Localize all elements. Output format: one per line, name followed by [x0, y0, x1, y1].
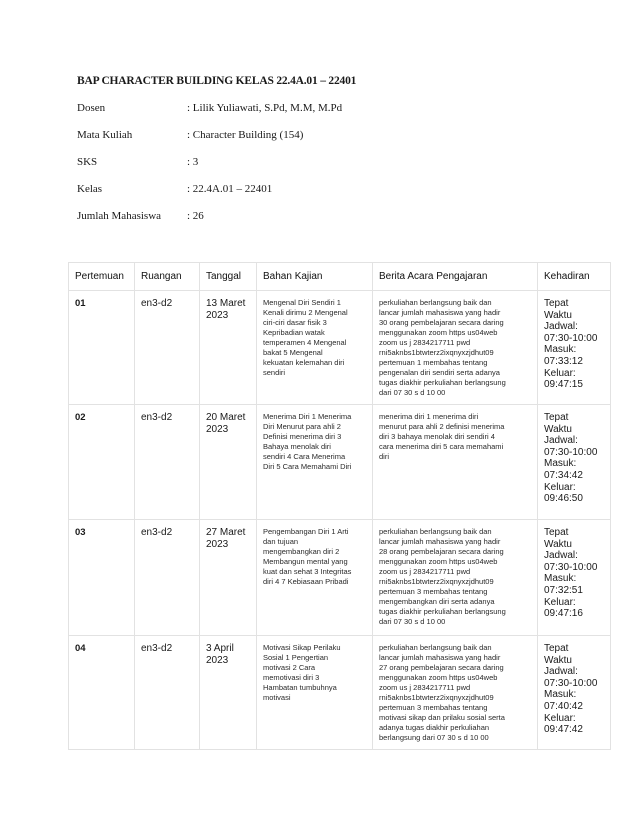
table-row	[69, 405, 611, 520]
cell-berita-acara-line: menurut para ahli 2 definisi menerima	[379, 422, 505, 431]
cell-berita-acara-line: diri 3 bahaya menolak diri sendiri 4	[379, 432, 495, 441]
cell-kehadiran-line: 09:47:16	[544, 608, 583, 620]
cell-kehadiran-line: 09:46:50	[544, 493, 583, 505]
cell-bahan-kajian-line: kuat dan sehat 3 Integritas	[263, 567, 352, 576]
header-ruangan: Ruangan	[135, 263, 200, 291]
cell-bahan-kajian-line: Membangun mental yang	[263, 557, 348, 566]
cell-bahan-kajian-line: motivasi 2 Cara	[263, 663, 316, 672]
cell-bahan-kajian-line: memotivasi diri 3	[263, 673, 320, 682]
cell-tanggal-line: 2023	[206, 310, 229, 321]
cell-berita-acara-line: mengembangkan diri serta adanya	[379, 597, 495, 606]
cell-berita-acara-line: lancar jumlah mahasiswa yang hadir	[379, 653, 501, 662]
cell-bahan-kajian-line: bakat 5 Mengenal	[263, 348, 323, 357]
cell-berita-acara-line: 30 orang pembelajaran secara daring	[379, 318, 504, 327]
cell-berita-acara	[373, 520, 538, 636]
cell-bahan-kajian-line: motivasi	[263, 693, 291, 702]
cell-tanggal-line: 13 Maret	[206, 298, 246, 309]
cell-kehadiran	[538, 636, 611, 750]
cell-kehadiran-line: Waktu	[544, 538, 572, 550]
info-label: Jumlah Mahasiswa	[77, 210, 162, 222]
cell-berita-acara-line: zoom us j 2834217711 pwd	[379, 567, 471, 576]
cell-berita-acara	[373, 405, 538, 520]
cell-berita-acara-line: zoom us j 2834217711 pwd	[379, 338, 471, 347]
cell-kehadiran-line: Masuk:	[544, 344, 577, 356]
cell-kehadiran	[538, 405, 611, 520]
cell-tanggal	[200, 405, 257, 520]
cell-ruangan: en3-d2	[135, 636, 200, 750]
cell-kehadiran-line: Waktu	[544, 654, 572, 666]
cell-bahan-kajian	[257, 636, 373, 750]
cell-kehadiran-line: 07:32:51	[544, 584, 583, 596]
cell-kehadiran-line: 07:30-10:00	[544, 677, 598, 689]
cell-ruangan: en3-d2	[135, 405, 200, 520]
cell-tanggal-line: 2023	[206, 424, 229, 435]
cell-kehadiran-line: 07:30-10:00	[544, 561, 598, 573]
attendance-table	[68, 262, 611, 750]
cell-kehadiran-line: Jadwal:	[544, 550, 578, 562]
cell-bahan-kajian-line: Diri 5 Cara Memahami Diri	[263, 462, 352, 471]
info-value: : 26	[187, 210, 204, 222]
cell-kehadiran-line: 07:40:42	[544, 700, 583, 712]
info-label: Dosen	[77, 102, 106, 114]
cell-berita-acara-line: rni5aknbs1btwterz2ixqnyxzjdhut09	[379, 693, 494, 702]
cell-bahan-kajian-line: Bahaya menolak diri	[263, 442, 331, 451]
cell-kehadiran-line: Tepat	[544, 643, 569, 654]
cell-berita-acara-line: rni5aknbs1btwterz2ixqnyxzjdhut09	[379, 577, 494, 586]
cell-ruangan: en3-d2	[135, 520, 200, 636]
cell-bahan-kajian	[257, 520, 373, 636]
header-kehadiran: Kehadiran	[538, 263, 611, 291]
header-berita-acara: Berita Acara Pengajaran	[373, 263, 538, 291]
cell-bahan-kajian-line: Definisi menerima diri 3	[263, 432, 342, 441]
cell-bahan-kajian-line: dan tujuan	[263, 537, 299, 546]
cell-pertemuan: 04	[69, 636, 135, 750]
cell-kehadiran-line: Jadwal:	[544, 666, 578, 678]
cell-kehadiran-line: Waktu	[544, 309, 572, 321]
cell-kehadiran-line: Masuk:	[544, 458, 577, 470]
cell-berita-acara-line: menerima diri 1 menerima diri	[379, 412, 479, 421]
cell-berita-acara-line: lancar jumlah mahasiswa yang hadir	[379, 537, 501, 546]
info-label: SKS	[77, 156, 98, 168]
cell-berita-acara-line: pertemuan 3 membahas tentang	[379, 703, 488, 712]
cell-bahan-kajian-line: temperamen 4 Mengenal	[263, 338, 347, 347]
cell-kehadiran-line: 07:30-10:00	[544, 332, 598, 344]
cell-berita-acara-line: menggunakan zoom https us04web	[379, 328, 498, 337]
cell-berita-acara-line: dari 07 30 s d 10 00	[379, 388, 446, 397]
cell-bahan-kajian-line: diri 4 7 Kebiasaan Pribadi	[263, 577, 349, 586]
cell-kehadiran-line: Waktu	[544, 423, 572, 435]
document-title: BAP CHARACTER BUILDING KELAS 22.4A.01 – 22401	[77, 75, 357, 87]
cell-kehadiran-line: Tepat	[544, 298, 569, 309]
cell-berita-acara	[373, 291, 538, 405]
header-tanggal: Tanggal	[200, 263, 257, 291]
cell-bahan-kajian-line: Hambatan tumbuhnya	[263, 683, 337, 692]
cell-berita-acara-line: diri	[379, 452, 390, 461]
cell-ruangan: en3-d2	[135, 291, 200, 405]
cell-berita-acara-line: perkuliahan berlangsung baik dan	[379, 527, 492, 536]
cell-berita-acara-line: pengenalan diri sendiri serta adanya	[379, 368, 500, 377]
cell-berita-acara-line: pertemuan 1 membahas tentang	[379, 358, 488, 367]
cell-kehadiran-line: 09:47:15	[544, 379, 583, 391]
cell-bahan-kajian-line: Diri Menurut para ahli 2	[263, 422, 341, 431]
cell-tanggal	[200, 636, 257, 750]
cell-tanggal-line: 2023	[206, 655, 229, 666]
cell-kehadiran-line: Keluar:	[544, 712, 576, 724]
cell-kehadiran-line: Masuk:	[544, 689, 577, 701]
cell-berita-acara-line: menggunakan zoom https us04web	[379, 673, 498, 682]
cell-kehadiran-line: 07:34:42	[544, 469, 583, 481]
cell-bahan-kajian-line: Pengembangan Diri 1 Arti	[263, 527, 349, 536]
cell-tanggal-line: 3 April	[206, 643, 234, 654]
header-pertemuan: Pertemuan	[69, 263, 135, 291]
cell-bahan-kajian-line: Kepribadian watak	[263, 328, 325, 337]
cell-berita-acara-line: lancar jumlah mahasiswa yang hadir	[379, 308, 501, 317]
cell-bahan-kajian-line: Mengenal Diri Sendiri 1	[263, 298, 341, 307]
cell-berita-acara	[373, 636, 538, 750]
cell-bahan-kajian-line: mengembangkan diri 2	[263, 547, 340, 556]
cell-berita-acara-line: zoom us j 2834217711 pwd	[379, 683, 471, 692]
cell-kehadiran-line: 07:30-10:00	[544, 446, 598, 458]
cell-tanggal-line: 20 Maret	[206, 412, 246, 423]
cell-berita-acara-line: perkuliahan berlangsung baik dan	[379, 298, 492, 307]
cell-berita-acara-line: tugas diakhir perkuliahan berlangsung	[379, 378, 506, 387]
cell-berita-acara-line: dari 07 30 s d 10 00	[379, 617, 446, 626]
cell-kehadiran-line: Keluar:	[544, 481, 576, 493]
cell-pertemuan: 01	[69, 291, 135, 405]
cell-kehadiran-line: 07:33:12	[544, 355, 583, 367]
cell-kehadiran-line: Jadwal:	[544, 435, 578, 447]
cell-bahan-kajian-line: sendiri 4 Cara Menerima	[263, 452, 346, 461]
cell-berita-acara-line: cara menerima diri 5 cara memahami	[379, 442, 504, 451]
cell-berita-acara-line: pertemuan 3 membahas tentang	[379, 587, 488, 596]
cell-tanggal	[200, 520, 257, 636]
table-row	[69, 520, 611, 636]
table-row	[69, 636, 611, 750]
info-value: : 3	[187, 156, 199, 168]
header-bahan-kajian: Bahan Kajian	[257, 263, 373, 291]
cell-bahan-kajian-line: Motivasi Sikap Perilaku	[263, 643, 341, 652]
info-value: : Lilik Yuliawati, S.Pd, M.M, M.Pd	[187, 102, 343, 114]
cell-kehadiran-line: 09:47:42	[544, 724, 583, 736]
cell-pertemuan: 03	[69, 520, 135, 636]
cell-berita-acara-line: 27 orang pembelajaran secara daring	[379, 663, 504, 672]
cell-kehadiran-line: Tepat	[544, 527, 569, 538]
cell-bahan-kajian-line: kekuatan kelemahan diri	[263, 358, 345, 367]
cell-tanggal	[200, 291, 257, 405]
cell-bahan-kajian-line: Sosial 1 Pengertian	[263, 653, 329, 662]
table-header-row	[69, 263, 611, 291]
cell-pertemuan: 02	[69, 405, 135, 520]
info-label: Kelas	[77, 183, 103, 195]
cell-kehadiran-line: Tepat	[544, 412, 569, 423]
cell-berita-acara-line: rni5aknbs1btwterz2ixqnyxzjdhut09	[379, 348, 494, 357]
cell-tanggal-line: 2023	[206, 539, 229, 550]
cell-kehadiran-line: Keluar:	[544, 596, 576, 608]
cell-berita-acara-line: adanya tugas diakhir perkuliahan	[379, 723, 490, 732]
cell-kehadiran-line: Masuk:	[544, 573, 577, 585]
cell-berita-acara-line: berlangsung dari 07 30 s d 10 00	[379, 733, 489, 742]
cell-bahan-kajian-line: ciri-ciri dasar fisik 3	[263, 318, 327, 327]
cell-kehadiran-line: Jadwal:	[544, 321, 578, 333]
info-label: Mata Kuliah	[77, 129, 133, 141]
cell-kehadiran	[538, 291, 611, 405]
cell-berita-acara-line: tugas diakhir perkuliahan berlangsung	[379, 607, 506, 616]
cell-berita-acara-line: 28 orang pembelajaran secara daring	[379, 547, 504, 556]
cell-bahan-kajian-line: Menerima Diri 1 Menerima	[263, 412, 352, 421]
cell-berita-acara-line: motivasi sikap dan prilaku sosial serta	[379, 713, 505, 722]
table-row	[69, 291, 611, 405]
cell-tanggal-line: 27 Maret	[206, 527, 246, 538]
info-value: : Character Building (154)	[187, 129, 304, 141]
cell-berita-acara-line: menggunakan zoom https us04web	[379, 557, 498, 566]
cell-bahan-kajian	[257, 291, 373, 405]
cell-berita-acara-line: perkuliahan berlangsung baik dan	[379, 643, 492, 652]
cell-kehadiran	[538, 520, 611, 636]
cell-bahan-kajian	[257, 405, 373, 520]
info-value: : 22.4A.01 – 22401	[187, 183, 273, 195]
cell-bahan-kajian-line: Kenali dirimu 2 Mengenal	[263, 308, 348, 317]
cell-bahan-kajian-line: sendiri	[263, 368, 286, 377]
cell-kehadiran-line: Keluar:	[544, 367, 576, 379]
